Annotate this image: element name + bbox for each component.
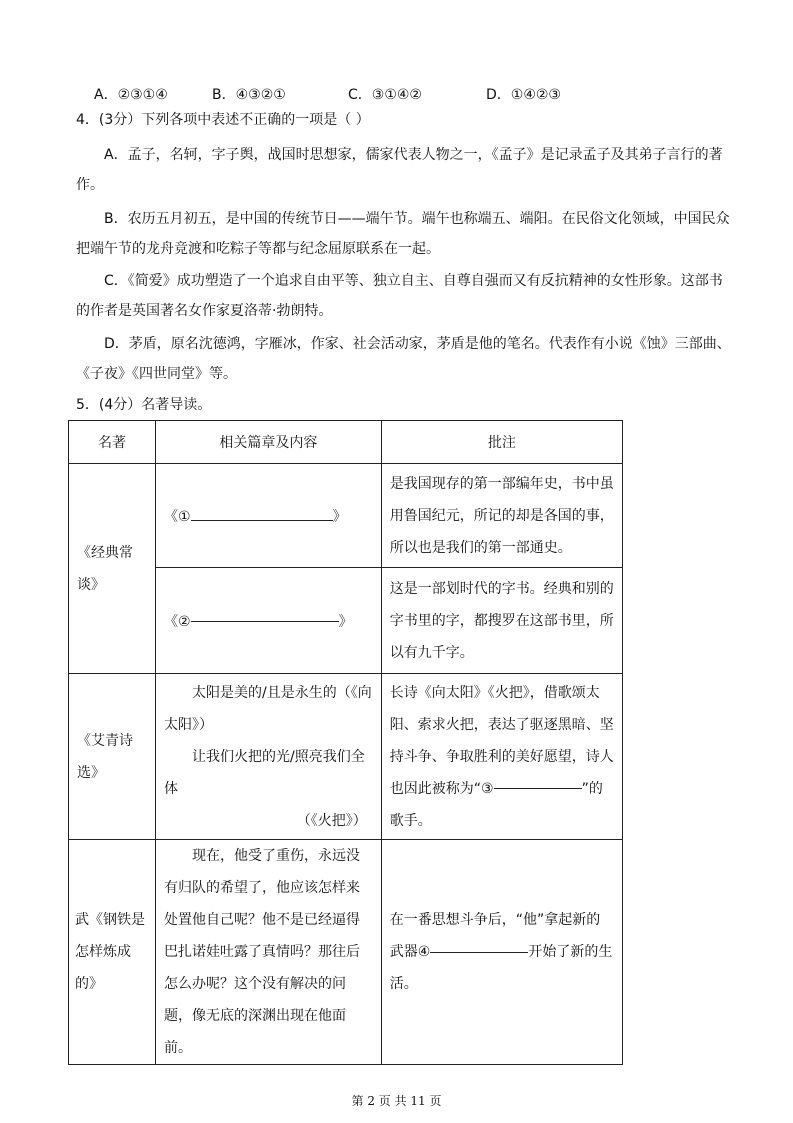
question-4-option-c: C．《简爱》成功塑造了一个追求自由平等、独立自主、自尊自强而又有反抗精神的女性形象。这部书的作者是英国著名女作家夏洛蒂·勃朗特。 (76, 273, 723, 319)
header-content: 相关篇章及内容 (156, 421, 382, 464)
question-4-option-a: A．孟子，名轲，字子舆，战国时思想家，儒家代表人物之一，《孟子》是记录孟子及其弟子言行的著作。 (76, 147, 723, 193)
note-text: 在一番思想斗争后，“他”拿起新的武器④ (389, 912, 601, 960)
table-row (69, 840, 623, 1065)
answer-blank-4[interactable] (430, 952, 528, 953)
book-cell (69, 464, 156, 674)
previous-question-options (94, 86, 561, 104)
book-title: 《经典常谈》 (77, 544, 133, 593)
note-cell: 这是一部划时代的字书。经典和别的字书里的字，都搜罗在这部书里，所以有九千字。 (381, 568, 622, 674)
option-b: B．④③②① (212, 87, 286, 103)
note-cell: 是我国现存的第一部编年史，书中虽用鲁国纪元，所记的却是各国的事，所以也是我们的第一部通史。 (381, 464, 622, 568)
note-cell (381, 840, 622, 1065)
content-prefix: 《② (164, 613, 191, 630)
question-4-option-b: B．农历五月初五，是中国的传统节日——端午节。端午也称端五、端阳。在民俗文化领域，中国民众把端午节的龙舟竞渡和吃粽子等都与纪念屈原联系在一起。 (76, 211, 730, 257)
answer-blank-3[interactable] (494, 788, 582, 789)
poem-line: 让我们火把的光/照亮我们全体 (164, 748, 365, 797)
option-d: D．①④②③ (486, 87, 561, 103)
content-cell (156, 674, 382, 840)
content-cell: 现在，他受了重伤，永远没有归队的希望了，他应该怎样来处置他自己呢？他不是已经逼得巴扎诺娃吐露了真情吗？那往后怎么办呢？这个没有解决的问题，像无底的深渊出现在他面前。 (156, 840, 382, 1065)
content-cell (156, 568, 382, 674)
question-4-stem: 4．(3分）下列各项中表述不正确的一项是（ ） (76, 112, 370, 128)
option-a: A．②③①④ (94, 87, 168, 103)
poem-source: （《火把》） (296, 812, 367, 829)
book-cell: 《艾青诗选》 (69, 674, 156, 840)
page-footer: 第 2 页 共 11 页 (351, 1094, 442, 1108)
note-text: 长诗《向太阳》《火把》，借歌颂太阳、索求火把，表达了驱逐黑暗、坚持斗争、争取胜利的美好愿望，诗人也因此被称为“③ (389, 684, 614, 797)
book-guide-table (68, 420, 623, 1065)
header-notes: 批注 (381, 421, 622, 464)
table-header-row (69, 421, 623, 464)
question-5-stem: 5．(4分）名著导读。 (76, 397, 212, 413)
table-row (69, 674, 623, 840)
content-suffix: 》 (338, 613, 353, 630)
content-prefix: 《① (164, 508, 191, 525)
note-text: ”的歌手。 (389, 780, 603, 829)
table-row (69, 464, 623, 568)
answer-blank-2[interactable] (191, 621, 339, 622)
option-c: C．③①④② (348, 87, 422, 103)
content-cell (156, 464, 382, 568)
content-suffix: 》 (332, 508, 347, 525)
question-4-option-d: D．茅盾，原名沈德鸿，字雁冰，作家、社会活动家，茅盾是他的笔名。代表作有小说《蚀》三部曲、《子夜》《四世同堂》等。 (76, 336, 731, 382)
header-book: 名著 (69, 421, 156, 464)
book-cell: 武《钢铁是怎样炼成的》 (69, 840, 156, 1065)
note-cell (381, 674, 622, 840)
note-text: 开始了新的生活。 (389, 944, 613, 992)
poem-line: 太阳是美的/且是永生的（《向太阳》） (164, 684, 372, 733)
answer-blank-1[interactable] (191, 506, 333, 521)
